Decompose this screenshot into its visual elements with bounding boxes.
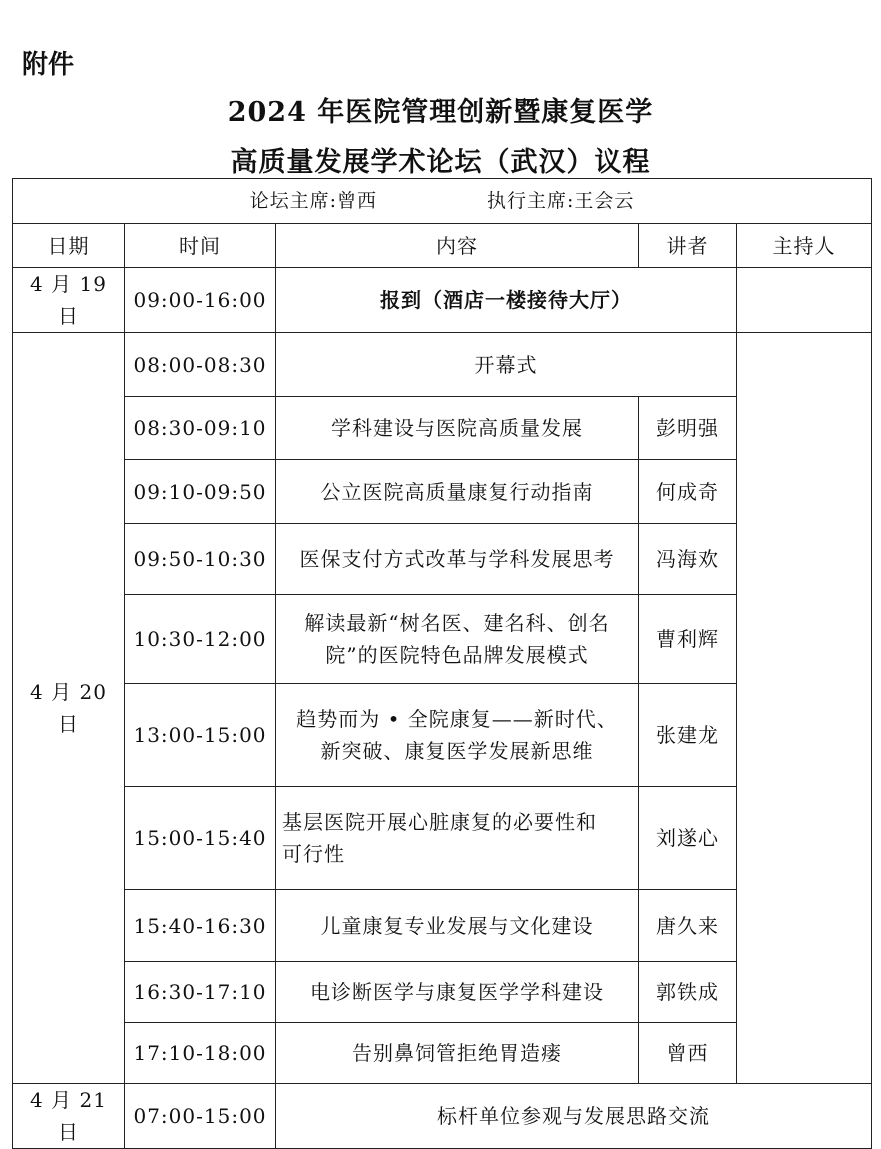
header-time: 时间 bbox=[125, 224, 276, 268]
content-cell: 儿童康复专业发展与文化建设 bbox=[276, 890, 639, 962]
header-date: 日期 bbox=[13, 224, 125, 268]
speaker-cell: 刘遂心 bbox=[639, 787, 737, 890]
time-cell: 17:10-18:00 bbox=[125, 1023, 276, 1084]
speaker-cell: 唐久来 bbox=[639, 890, 737, 962]
content-line: 院”的医院特色品牌发展模式 bbox=[325, 643, 589, 667]
attachment-label: 附件 bbox=[22, 50, 75, 80]
header-row bbox=[13, 224, 872, 268]
content-line: 基层医院开展心脏康复的必要性和 bbox=[282, 810, 597, 834]
content-cell: 告别鼻饲管拒绝胃造瘘 bbox=[276, 1023, 639, 1084]
time-cell: 08:30-09:10 bbox=[125, 397, 276, 460]
time-cell: 16:30-17:10 bbox=[125, 962, 276, 1023]
content-cell: 公立医院高质量康复行动指南 bbox=[276, 460, 639, 524]
table-row bbox=[13, 268, 872, 333]
content-line: 解读最新“树名医、建名科、创名 bbox=[304, 611, 610, 635]
time-cell: 13:00-15:00 bbox=[125, 684, 276, 787]
content-line: 趋势而为 • 全院康复——新时代、 bbox=[296, 707, 618, 731]
host-cell bbox=[737, 268, 872, 333]
content-cell: 开幕式 bbox=[276, 333, 737, 397]
time-cell: 09:50-10:30 bbox=[125, 524, 276, 595]
page-title-line1: 2024 年医院管理创新暨康复医学 bbox=[227, 97, 654, 128]
content-line: 新突破、康复医学发展新思维 bbox=[320, 739, 594, 763]
chairs-cell bbox=[13, 179, 872, 224]
table-row bbox=[13, 1084, 872, 1149]
header-host: 主持人 bbox=[737, 224, 872, 268]
page-title-line2: 高质量发展学术论坛（武汉）议程 bbox=[230, 147, 651, 178]
content-cell: 标杆单位参观与发展思路交流 bbox=[276, 1084, 872, 1149]
content-cell: 学科建设与医院高质量发展 bbox=[276, 397, 639, 460]
executive-chair: 执行主席:王会云 bbox=[487, 190, 635, 212]
date-cell: 4 月 21 日 bbox=[13, 1084, 125, 1149]
speaker-cell: 曹利辉 bbox=[639, 595, 737, 684]
agenda-table bbox=[12, 178, 872, 1149]
content-text: 医保支付方式改革与学科发展思考 bbox=[299, 547, 615, 571]
header-speaker: 讲者 bbox=[639, 224, 737, 268]
date-cell: 4 月 20 日 bbox=[13, 333, 125, 1084]
time-cell: 07:00-15:00 bbox=[125, 1084, 276, 1149]
header-content: 内容 bbox=[276, 224, 639, 268]
content-cell bbox=[276, 787, 639, 890]
time-cell: 10:30-12:00 bbox=[125, 595, 276, 684]
content-cell bbox=[276, 684, 639, 787]
speaker-cell: 郭铁成 bbox=[639, 962, 737, 1023]
time-cell: 15:00-15:40 bbox=[125, 787, 276, 890]
time-cell: 09:10-09:50 bbox=[125, 460, 276, 524]
time-cell: 15:40-16:30 bbox=[125, 890, 276, 962]
time-cell: 09:00-16:00 bbox=[125, 268, 276, 333]
host-cell bbox=[737, 333, 872, 1084]
speaker-cell: 曾西 bbox=[639, 1023, 737, 1084]
speaker-cell: 冯海欢 bbox=[639, 524, 737, 595]
content-cell: 报到（酒店一楼接待大厅） bbox=[276, 268, 737, 333]
content-cell bbox=[276, 595, 639, 684]
time-cell: 08:00-08:30 bbox=[125, 333, 276, 397]
content-line: 可行性 bbox=[282, 842, 345, 866]
forum-chair: 论坛主席:曾西 bbox=[249, 190, 377, 212]
speaker-cell: 何成奇 bbox=[639, 460, 737, 524]
speaker-cell: 彭明强 bbox=[639, 397, 737, 460]
chairs-row bbox=[13, 179, 872, 224]
content-cell bbox=[276, 524, 639, 595]
date-cell: 4 月 19 日 bbox=[13, 268, 125, 333]
table-row bbox=[13, 333, 872, 397]
content-cell: 电诊断医学与康复医学学科建设 bbox=[276, 962, 639, 1023]
speaker-cell: 张建龙 bbox=[639, 684, 737, 787]
